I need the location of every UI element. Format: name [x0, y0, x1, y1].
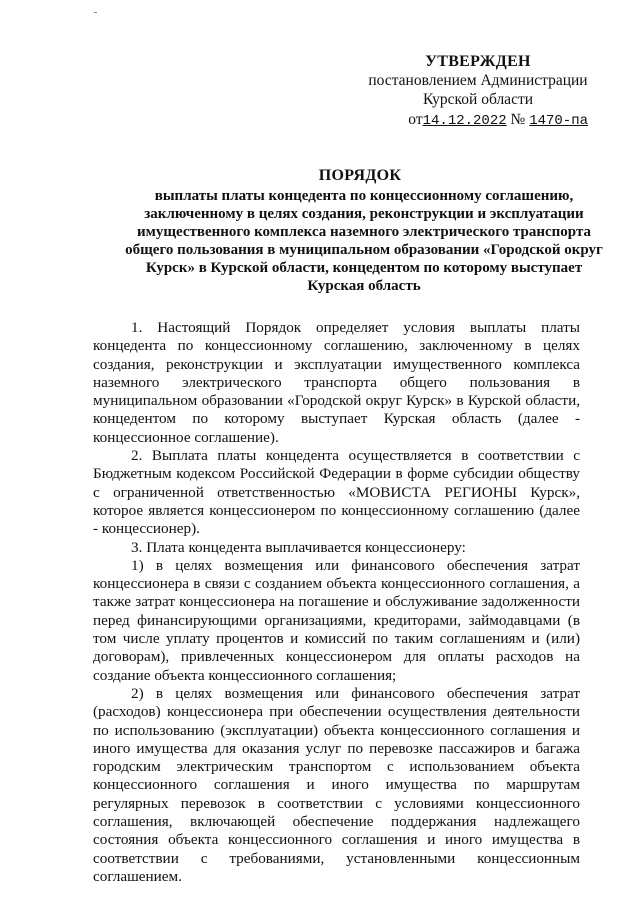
subtitle-line: выплаты платы концедента по концессионному соглашению,: [154, 188, 574, 204]
document-body: [93, 319, 580, 886]
paragraph-3: 3. Плата концедента выплачивается концессионеру:: [131, 538, 466, 556]
paragraph-2: 2. Выплата платы концедента осуществляется в соответствии с Бюджетным кодексом Российской Федерации в форме субсидии обществу с ограниченной ответственностью «МОВИСТА РЕГИОНЫ Курск», которое является концессионером по концессионному соглашению (далее - концессионер).: [93, 447, 580, 538]
subtitle-line: заключенному в целях создания, реконструкции и эксплуатации: [144, 206, 584, 222]
approved-heading: УТВЕРЖДЕН: [425, 53, 531, 70]
subtitle-line: Курск» в Курской области, концедентом по которому выступает: [145, 260, 583, 276]
document-subtitle: [80, 187, 640, 295]
approval-number: 1470-па: [529, 113, 588, 129]
paragraph-1: 1. Настоящий Порядок определяет условия выплаты платы концедента по концессионному соглашению, заключенному в целях создания, реконструкции и эксплуатации имущественного комплекса наземного электрического транспорта общего пользования в муниципальном образовании «Городской округ Курск» в Курской области, концедентом по которому выступает Курская область (далее - концессионное соглашение).: [93, 319, 580, 446]
date-prefix: от: [408, 111, 423, 128]
subtitle-line: Курская область: [307, 278, 421, 294]
paragraph-3-item-1: 1) в целях возмещения или финансового обеспечения затрат концессионера в связи с созданием объекта концессионного соглашения, а также затрат концессионера на погашение и обслуживание задолженности перед финансирующими организациями, кредиторами, займодавцами (в том числе уплату процентов и комиссий по таким соглашениям и (или) договорам), привлеченных концессионером для оплаты расходов на создание объекта концессионного соглашения;: [93, 556, 580, 684]
approved-region: Курской области: [422, 91, 534, 108]
number-prefix: №: [510, 111, 526, 128]
subtitle-line: имущественного комплекса наземного электрического транспорта: [136, 224, 592, 240]
paragraph-3-item-2: 2) в целях возмещения или финансового обеспечения затрат (расходов) концессионера при обеспечении осуществления деятельности по использованию (эксплуатации) объекта концессионного соглашения и иного имущества для оказания услуг по перевозке пассажиров и багажа городским электрическим транспортом с использованием объекта концессионного соглашения и иного имущества по маршрутам регулярных перевозок в соответствии с условиями концессионного соглашения, включающей обеспечение поддержания надлежащего состояния объекта концессионного соглашения и иного имущества в соответствии с требованиями, установленными концессионным соглашением.: [93, 684, 580, 885]
approval-block: [368, 52, 588, 131]
document-title: ПОРЯДОК: [318, 167, 402, 184]
scan-mark: [94, 12, 97, 13]
approval-date-line: [368, 110, 588, 131]
approval-date: 14.12.2022: [422, 113, 507, 129]
subtitle-line: общего пользования в муниципальном образовании «Городской округ: [125, 242, 603, 258]
approved-by: постановлением Администрации: [368, 72, 588, 89]
